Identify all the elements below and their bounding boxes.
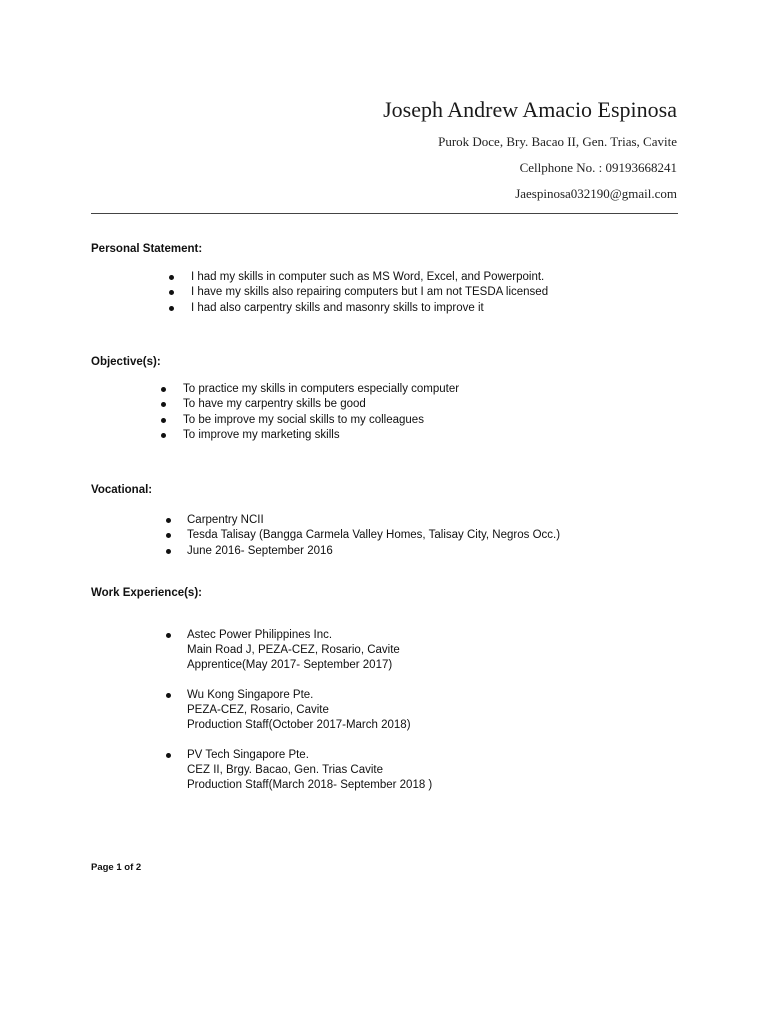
list-item-text: To be improve my social skills to my colleagues [183, 413, 424, 426]
applicant-email: Jaespinosa032190@gmail.com [515, 186, 677, 201]
work-company: Wu Kong Singapore Pte. [187, 689, 314, 701]
applicant-address: Purok Doce, Bry. Bacao II, Gen. Trias, Cavite [438, 134, 677, 149]
list-item-text: I had my skills in computer such as MS Word, Excel, and Powerpoint. [191, 271, 545, 283]
work-experience-title: Work Experience(s): [91, 587, 202, 599]
work-company: PV Tech Singapore Pte. [187, 749, 309, 761]
work-experience-entry [187, 628, 400, 673]
vocational-title: Vocational: [91, 484, 153, 496]
objectives-title: Objective(s): [91, 356, 161, 368]
list-item [183, 397, 459, 412]
list-item-text: I have my skills also repairing computers but I am not TESDA licensed [191, 286, 549, 299]
list-item [183, 382, 459, 397]
list-item-text: To practice my skills in computers especially computer [183, 383, 460, 395]
work-company: Astec Power Philippines Inc. [187, 629, 333, 641]
bullet-icon [161, 418, 166, 423]
bullet-icon [169, 306, 174, 311]
list-item-text: I had also carpentry skills and masonry skills to improve it [191, 301, 484, 314]
bullet-icon [166, 693, 171, 698]
bullet-icon [169, 275, 174, 280]
work-location: PEZA-CEZ, Rosario, Cavite [187, 704, 329, 716]
bullet-icon [169, 290, 174, 295]
list-item [191, 285, 548, 300]
list-item [187, 528, 560, 543]
applicant-phone: Cellphone No. : 09193668241 [519, 160, 677, 175]
work-experience-entry [187, 688, 411, 733]
work-experience-entry [187, 748, 432, 793]
personal-statement-title: Personal Statement: [91, 243, 203, 255]
work-role: Production Staff(March 2018- September 2018 ) [187, 779, 433, 791]
work-role: Production Staff(October 2017-March 2018) [187, 719, 411, 731]
list-item [187, 544, 560, 559]
list-item-text: Tesda Talisay (Bangga Carmela Valley Homes, Talisay City, Negros Occ.) [187, 529, 561, 542]
header-divider [91, 213, 678, 214]
page-number: Page 1 of 2 [91, 862, 142, 873]
bullet-icon [166, 533, 171, 538]
bullet-icon [166, 549, 171, 554]
bullet-icon [166, 518, 171, 523]
list-item [183, 428, 459, 443]
bullet-icon [161, 387, 166, 392]
bullet-icon [161, 433, 166, 438]
bullet-icon [166, 633, 171, 638]
list-item [191, 270, 548, 285]
list-item [187, 513, 560, 528]
list-item-text: To improve my marketing skills [183, 428, 340, 441]
objectives-list [183, 382, 459, 443]
bullet-icon [166, 753, 171, 758]
work-location: Main Road J, PEZA-CEZ, Rosario, Cavite [187, 644, 400, 656]
list-item-text: To have my carpentry skills be good [183, 398, 366, 411]
personal-statement-list [191, 270, 548, 316]
list-item-text: June 2016- September 2016 [187, 544, 333, 557]
resume-header [383, 96, 677, 202]
vocational-list [187, 513, 560, 559]
work-location: CEZ II, Brgy. Bacao, Gen. Trias Cavite [187, 764, 383, 776]
work-role: Apprentice(May 2017- September 2017) [187, 659, 393, 671]
applicant-name: Joseph Andrew Amacio Espinosa [383, 97, 677, 122]
list-item [183, 413, 459, 428]
bullet-icon [161, 402, 166, 407]
list-item-text: Carpentry NCII [187, 514, 264, 526]
list-item [191, 301, 548, 316]
